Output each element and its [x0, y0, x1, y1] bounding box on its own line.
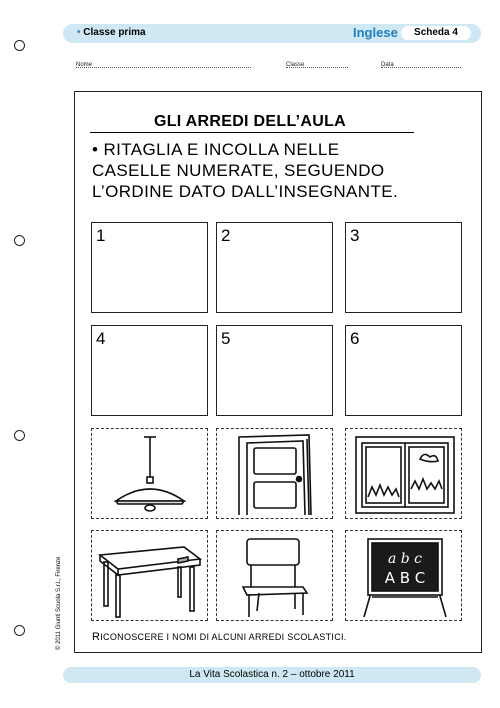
answer-box-2[interactable]	[216, 222, 333, 313]
class-field-label: Classe	[286, 62, 305, 68]
title-underline	[90, 132, 414, 133]
blackboard-uppercase: A B C	[384, 569, 426, 587]
objective-caption: RICONOSCERE I NOMI DI ALCUNI ARREDI SCOLASTICI.	[92, 631, 347, 643]
answer-box-1[interactable]	[91, 222, 208, 313]
cutout-window[interactable]	[345, 428, 462, 519]
class-field[interactable]	[286, 62, 348, 68]
box-number: 6	[350, 329, 360, 348]
blackboard-icon	[346, 531, 463, 622]
sheet-label: Scheda 4	[401, 26, 471, 40]
subject-label: Inglese	[353, 25, 398, 40]
date-field[interactable]	[381, 62, 461, 68]
cutout-desk[interactable]	[91, 530, 208, 621]
desk-icon	[92, 531, 209, 622]
binder-hole	[14, 40, 25, 51]
cutout-blackboard[interactable]	[345, 530, 462, 621]
worksheet-title: GLI ARREDI DELL’AULA	[153, 113, 347, 130]
window-icon	[346, 429, 463, 520]
answer-box-4[interactable]	[91, 325, 208, 416]
copyright-note: © 2011 Giunti Scuola S.r.l., Firenze	[56, 556, 62, 650]
footer-bar: La Vita Scolastica n. 2 – ottobre 2011	[63, 667, 481, 683]
box-number: 1	[96, 226, 106, 245]
cutout-lamp[interactable]	[91, 428, 208, 519]
instruction-text: • RITAGLIA E INCOLLA NELLE CASELLE NUMERATE, SEGUENDO L’ORDINE DATO DALL’INSEGNANTE.	[92, 140, 399, 201]
header-bar	[63, 24, 481, 43]
box-number: 5	[221, 329, 231, 348]
box-number: 2	[221, 226, 231, 245]
binder-hole	[14, 625, 25, 636]
box-number: 3	[350, 226, 360, 245]
binder-hole	[14, 235, 25, 246]
binder-hole	[14, 430, 25, 441]
name-field[interactable]	[76, 62, 251, 68]
answer-box-5[interactable]	[216, 325, 333, 416]
box-number: 4	[96, 329, 106, 348]
blackboard-lowercase: a b c	[387, 551, 423, 567]
chair-icon	[217, 531, 334, 622]
answer-box-3[interactable]	[345, 222, 462, 313]
cutout-chair[interactable]	[216, 530, 333, 621]
lamp-icon	[92, 429, 209, 520]
answer-box-6[interactable]	[345, 325, 462, 416]
date-label: Data	[381, 62, 394, 68]
cutout-door[interactable]	[216, 428, 333, 519]
door-icon	[217, 429, 334, 520]
name-label: Nome	[76, 62, 93, 68]
class-label: • Classe prima	[77, 27, 146, 38]
